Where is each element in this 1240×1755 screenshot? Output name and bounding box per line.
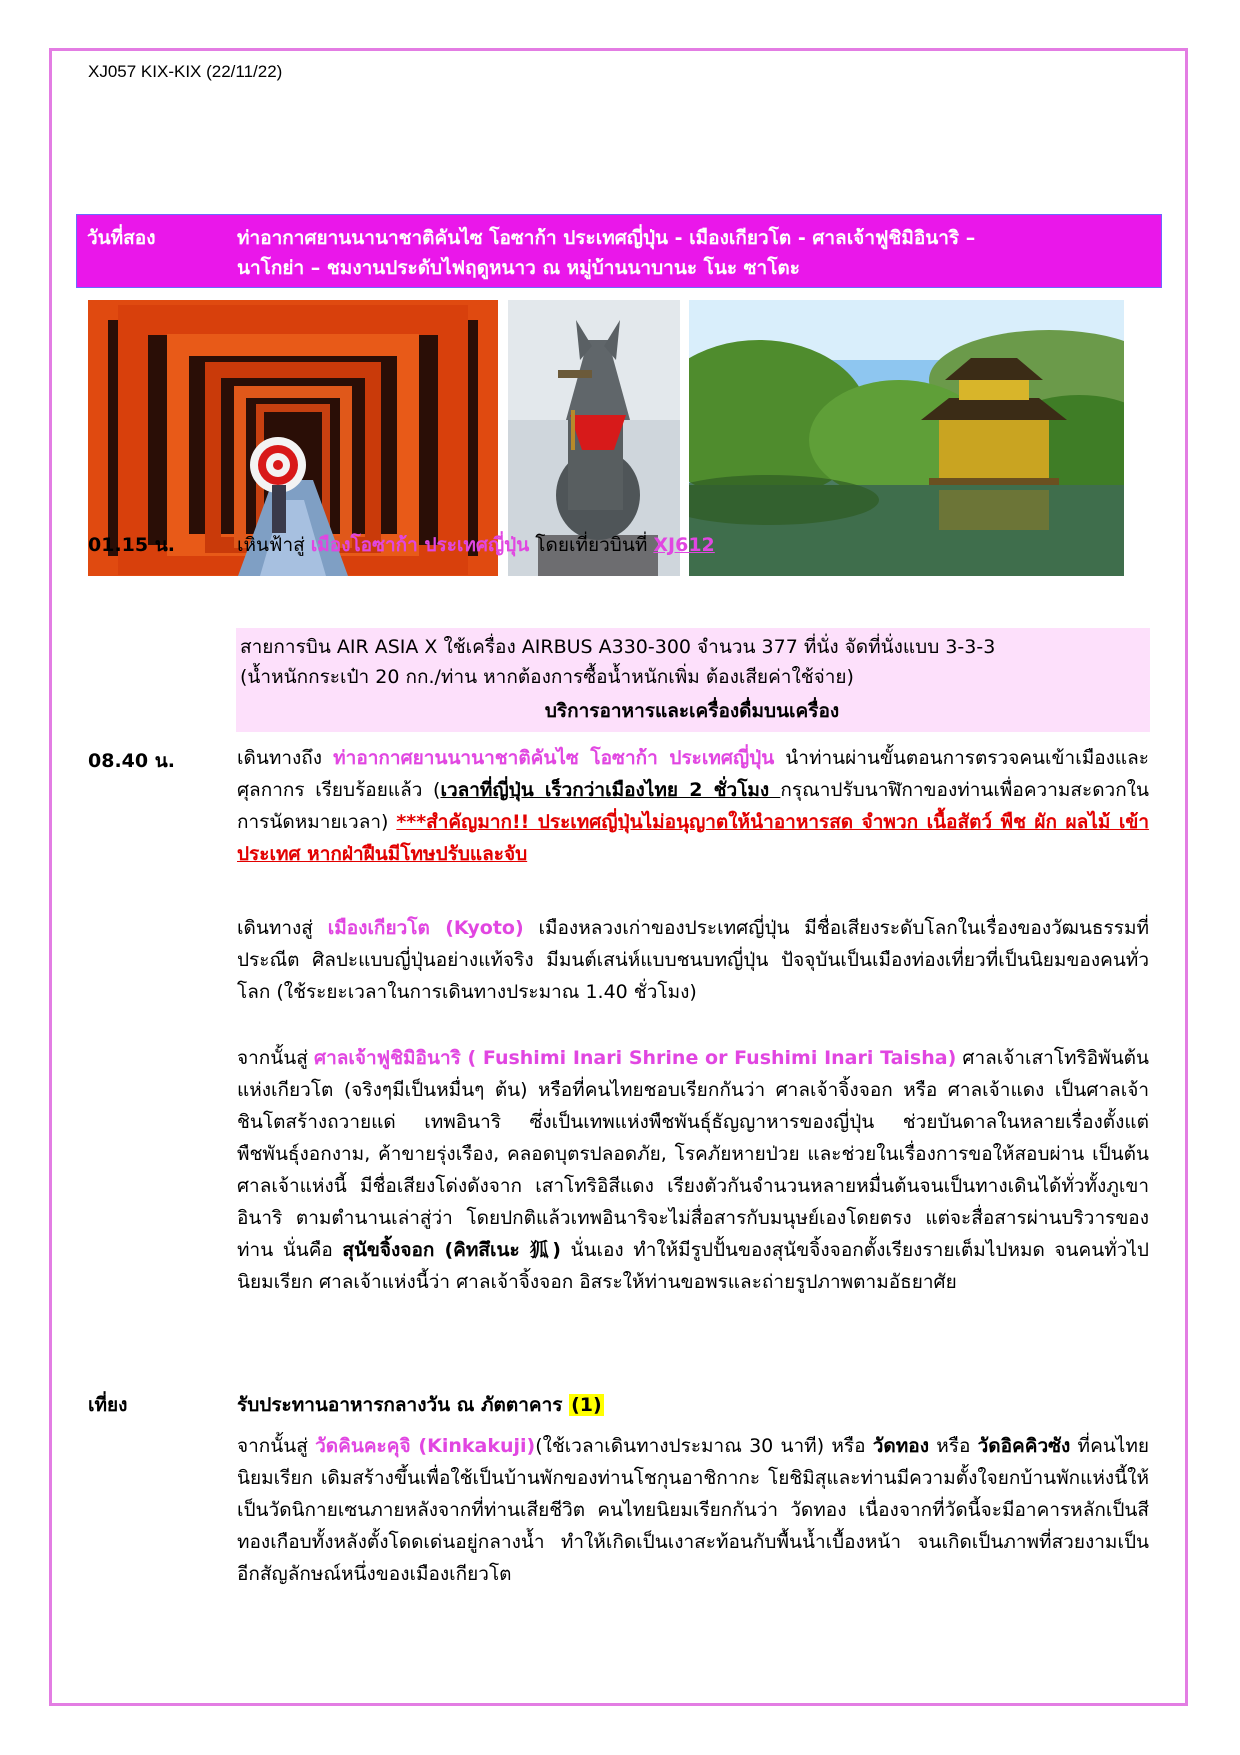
day-title-line1: ท่าอากาศยานนานาชาติคันไซ โอซาก้า ประเทศญี่ปุ่น - เมืองเกียวโต - ศาลเจ้าฟูชิมิอินาริ – bbox=[237, 227, 976, 249]
airline-info: สายการบิน AIR ASIA X ใช้เครื่อง AIRBUS A330-300 จำนวน 377 ที่นั่ง จัดที่นั่งแบบ 3-3-3 bbox=[240, 636, 996, 658]
fox-name: สุนัขจิ้งจอก (คิทสึเนะ 狐) bbox=[342, 1239, 561, 1261]
kinkakuji-name: วัดคินคะคุจิ (Kinkakuji) bbox=[315, 1435, 536, 1457]
wat-thong: วัดทอง bbox=[872, 1435, 929, 1457]
arrival-paragraph: เดินทางถึง ท่าอากาศยานนานาชาติคันไซ โอซาก้า ประเทศญี่ปุ่น นำท่านผ่านขั้นตอนการตรวจคนเข้าเมืองและศุลกากร เรียบร้อยแล้ว (เวลาที่ญี่ปุ่น เร็วกว่าเมืองไทย 2 ชั่วโมง กรุณาปรับนาฬิกาของท่านเพื่อความสะดวกในการนัดหมายเวลา) ***สำคัญมาก!! ประเทศญี่ปุ่นไม่อนุญาตให้นำอาหารสด จำพวก เนื้อสัตว์ พืช ผัก ผลไม้ เข้าประเทศ หากฝ่าฝืนมีโทษปรับและจับ bbox=[237, 747, 1150, 865]
day-title-line2: นาโกย่า – ชมงานประดับไฟฤดูหนาว ณ หมู่บ้านนาบานะ โนะ ซาโตะ bbox=[237, 257, 800, 279]
food-warning: ***สำคัญมาก!! ประเทศญี่ปุ่นไม่อนุญาตให้นำอาหารสด จำพวก เนื้อสัตว์ พืช ผัก ผลไม้ เข้าประเทศ หากฝ่าฝืนมีโทษปรับและจับ bbox=[237, 811, 1150, 865]
document-code: XJ057 KIX-KIX (22/11/22) bbox=[88, 62, 283, 81]
baggage-info: (น้ำหนักกระเป๋า 20 กก./ท่าน หากต้องการซื้อน้ำหนักเพิ่ม ต้องเสียค่าใช้จ่าย) bbox=[240, 666, 854, 688]
inari-paragraph: จากนั้นสู่ ศาลเจ้าฟูชิมิอินาริ ( Fushimi Inari Shrine or Fushimi Inari Taisha) ศาลเจ้าเสาโทริอิพันต้นแห่งเกียวโต (จริงๆมีเป็นหมื่นๆ ต้น) หรือที่คนไทยชอบเรียกกันว่า ศาลเจ้าจิ้งจอก หรือ ศาลเจ้าแดง เป็นศาลเจ้าชินโตสร้างถวายแด่ เทพอินาริ ซึ่งเป็นเทพแห่งพืชพันธุ์ธัญญาหารของญี่ปุ่น ช่วยบันดาลในหลายเรื่องตั้งแต่ พืชพันธุ์งอกงาม, ค้าขายรุ่งเรือง, คลอดบุตรปลอดภัย, โรคภัยหายป่วย และช่วยในเรื่องการขอให้สอบผ่าน เป็นต้น ศาลเจ้าแห่งนี้ มีชื่อเสียงโด่งดังจาก เสาโทริอิสีแดง เรียงตัวกันจำนวนหลายหมื่นต้นจนเป็นทางเดินได้ทั่วทั้งภูเขาอินาริ ตามตำนานเล่าสู่ว่า โดยปกติแล้วเทพอินาริจะไม่สื่อสารกับมนุษย์เองโดยตรง แต่จะสื่อสารผ่านบริวารของท่าน นั่นคือ สุนัขจิ้งจอก (คิทสึเนะ 狐) นั่นเอง ทำให้มีรูปปั้นของสุนัขจิ้งจอกตั้งเรียงรายเต็มไปหมด จนคนทั่วไปนิยมเรียก ศาลเจ้าแห่งนี้ว่า ศาลเจ้าจิ้งจอก อิสระให้ท่านขอพรและถ่ายรูปภาพตามอัธยาศัย bbox=[237, 1047, 1150, 1293]
inflight-service: บริการอาหารและเครื่องดื่มบนเครื่อง bbox=[544, 700, 840, 722]
lunch-line: รับประทานอาหารกลางวัน ณ ภัตตาคาร (1) bbox=[237, 1394, 602, 1416]
time-noon: เที่ยง bbox=[88, 1394, 128, 1416]
flight-line: เหินฟ้าสู่ เมืองโอซาก้า ประเทศญี่ปุ่น โดยเที่ยวบินที่ XJ612 bbox=[237, 534, 715, 556]
time-difference: เวลาที่ญี่ปุ่น เร็วกว่าเมืองไทย 2 ชั่วโมง bbox=[440, 779, 781, 801]
kansai-airport: ท่าอากาศยานนานาชาติคันไซ โอซาก้า ประเทศญี่ปุ่น bbox=[333, 747, 775, 769]
kyoto-paragraph: เดินทางสู่ เมืองเกียวโต (Kyoto) เมืองหลวงเก่าของประเทศญี่ปุ่น มีชื่อเสียงระดับโลกในเรื่องของวัฒนธรรมที่ประณีต ศิลปะแบบญี่ปุ่นอย่างแท้จริง มีมนต์เสน่ห์แบบชนบทญี่ปุ่น ปัจจุบันเป็นเมืองท่องเที่ยวที่เป็นนิยมของคนทั่วโลก (ใช้ระยะเวลาในการเดินทางประมาณ 1.40 ชั่วโมง) bbox=[237, 917, 1149, 1003]
day-title bbox=[237, 215, 1161, 287]
kinkakuji-paragraph: จากนั้นสู่ วัดคินคะคุจิ (Kinkakuji)(ใช้เวลาเดินทางประมาณ 30 นาที) หรือ วัดทอง หรือ วัดอิคคิวซัง ที่คนไทยนิยมเรียก เดิมสร้างขึ้นเพื่อใช้เป็นบ้านพักของท่านโชกุนอาชิกากะ โยชิมิสุและท่านมีความตั้งใจยกบ้านพักแห่งนี้ให้เป็นวัดนิกายเซนภายหลังจากที่ท่านเสียชีวิต คนไทยนิยมเรียกกันว่า วัดทอง เนื่องจากที่วัดนี้จะมีอาคารหลักเป็นสีทองเกือบทั้งหลังตั้งโดดเด่นอยู่กลางน้ำ ทำให้เกิดเป็นเงาสะท้อนกับพื้นน้ำเบื้องหน้า จนเกิดเป็นภาพที่สวยงามเป็นอีกสัญลักษณ์หนึ่งของเมืองเกียวโต bbox=[237, 1435, 1149, 1585]
day-label: วันที่สอง bbox=[87, 227, 156, 249]
kyoto-name: เมืองเกียวโต (Kyoto) bbox=[327, 917, 524, 939]
time-0115: 01.15 น. bbox=[88, 534, 175, 556]
flight-number: XJ612 bbox=[653, 534, 715, 556]
meal-number: (1) bbox=[571, 1394, 602, 1416]
wat-ikkyu: วัดอิคคิวซัง bbox=[977, 1435, 1071, 1457]
osaka-destination: เมืองโอซาก้า ประเทศญี่ปุ่น bbox=[310, 534, 530, 556]
flight-info-box bbox=[236, 628, 1150, 732]
time-0840: 08.40 น. bbox=[88, 750, 175, 772]
inari-name: ศาลเจ้าฟูชิมิอินาริ ( Fushimi Inari Shrine or Fushimi Inari Taisha) bbox=[314, 1047, 957, 1069]
day-header bbox=[76, 214, 1162, 288]
